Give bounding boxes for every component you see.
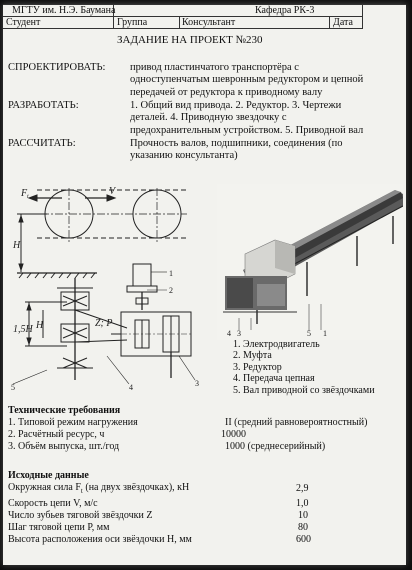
tech-requirements-title: Технические требования <box>8 405 121 416</box>
legend-item: 2. Муфта <box>233 350 272 362</box>
tech-row-label: 3. Объём выпуска, шт./год <box>8 441 120 452</box>
input-row-label: Число зубьев тяговой звёздочки Z <box>8 510 153 521</box>
force-label: F <box>21 188 28 199</box>
input-row-value: 2,9 <box>296 483 309 494</box>
develop-line: деталей. 4. Приводную звездочку с <box>130 112 287 124</box>
input-data-title: Исходные данные <box>8 470 89 481</box>
design-text <box>130 62 363 99</box>
callout-5: 5 <box>11 383 15 392</box>
design-line: передачей от редуктора к приводному валу <box>130 86 323 98</box>
calc-label: РАССЧИТАТЬ: <box>8 138 76 149</box>
kinematic-scheme <box>7 180 215 396</box>
zp-label: Z; P <box>95 318 113 329</box>
header-vline <box>329 16 330 28</box>
components-legend <box>233 339 375 396</box>
input-row-label <box>8 482 189 498</box>
design-line: одноступенчатым шевронным редуктором и цепной <box>130 74 364 86</box>
group-field: Группа <box>117 17 148 28</box>
callout-4: 4 <box>129 383 133 392</box>
floor-line <box>17 273 97 278</box>
department-name: Кафедра РК-3 <box>255 5 315 16</box>
input-row-label: Скорость цепи V, м/с <box>8 498 98 509</box>
student-field: Студент <box>6 17 41 28</box>
tech-row-value: 1000 (среднесерийный) <box>225 441 326 452</box>
calc-line: указанию консультанта) <box>130 150 238 162</box>
date-field: Дата <box>333 17 353 28</box>
tech-row-value: II (средний равновероятностный) <box>225 417 368 428</box>
velocity-arrow <box>85 186 117 201</box>
design-label: СПРОЕКТИРОВАТЬ: <box>8 62 106 73</box>
legend-item: 4. Передача цепная <box>233 373 315 385</box>
input-row-value: 600 <box>296 534 311 545</box>
motor-and-reducer <box>75 264 191 378</box>
page-title: ЗАДАНИЕ НА ПРОЕКТ №230 <box>117 34 263 46</box>
height-dimension <box>12 214 47 272</box>
drive-shaft-sketch <box>13 278 93 380</box>
develop-text <box>130 100 363 137</box>
design-line: привод пластинчатого транспортёра с <box>130 62 299 73</box>
input-row-label-sub: t <box>80 487 83 495</box>
consultant-field: Консультант <box>182 17 236 28</box>
calc-line: Прочность валов, подшипники, соединения (по <box>130 138 343 149</box>
input-row-label-rest: (на двух звёздочках), кН <box>82 482 190 493</box>
h15-label: 1,5H <box>13 324 33 335</box>
h-label-2: H <box>36 320 44 331</box>
callout-2: 2 <box>169 286 173 295</box>
legend-item: 1. Электродвигатель <box>233 339 320 350</box>
input-row-label: Шаг тяговой цепи P, мм <box>8 522 110 533</box>
photo-callout-3: 3 <box>237 329 241 338</box>
tech-row-value: 10000 <box>221 429 246 440</box>
calc-text <box>130 138 342 163</box>
input-row-value: 80 <box>298 522 308 533</box>
legend-item: 3. Редуктор <box>233 361 282 373</box>
assignment-sheet <box>3 4 406 565</box>
force-subscript: t <box>27 194 29 200</box>
input-row-value: 10 <box>298 510 308 521</box>
h-label: H <box>13 240 21 251</box>
tech-row-label: 2. Расчётный ресурс, ч <box>8 429 105 440</box>
input-row-label-main: Окружная сила F <box>8 482 81 493</box>
develop-label: РАЗРАБОТАТЬ: <box>8 100 79 111</box>
conveyor-photo <box>217 184 403 340</box>
develop-line: 1. Общий вид привода. 2. Редуктор. 3. Чертежи <box>130 100 342 111</box>
tech-row-label: 1. Типовой режим нагружения <box>8 417 138 428</box>
photo-callout-1: 1 <box>323 329 327 338</box>
input-row-value: 1,0 <box>296 498 309 509</box>
callout-1: 1 <box>169 269 173 278</box>
header-vline <box>179 16 180 28</box>
photo-callout-4: 4 <box>227 329 231 338</box>
input-row-label: Высота расположения оси звёздочки H, мм <box>8 534 192 545</box>
header-vline <box>113 16 114 28</box>
university-name: МГТУ им. Н.Э. Баумана <box>12 5 116 16</box>
photo-callout-5: 5 <box>307 329 311 338</box>
legend-item: 5. Вал приводной со звёздочками <box>233 384 375 396</box>
callout-3: 3 <box>195 379 199 388</box>
velocity-label: V <box>109 186 116 197</box>
develop-line: предохранительным устройством. 5. Приводной вал <box>130 124 364 136</box>
header-vline <box>362 4 363 28</box>
